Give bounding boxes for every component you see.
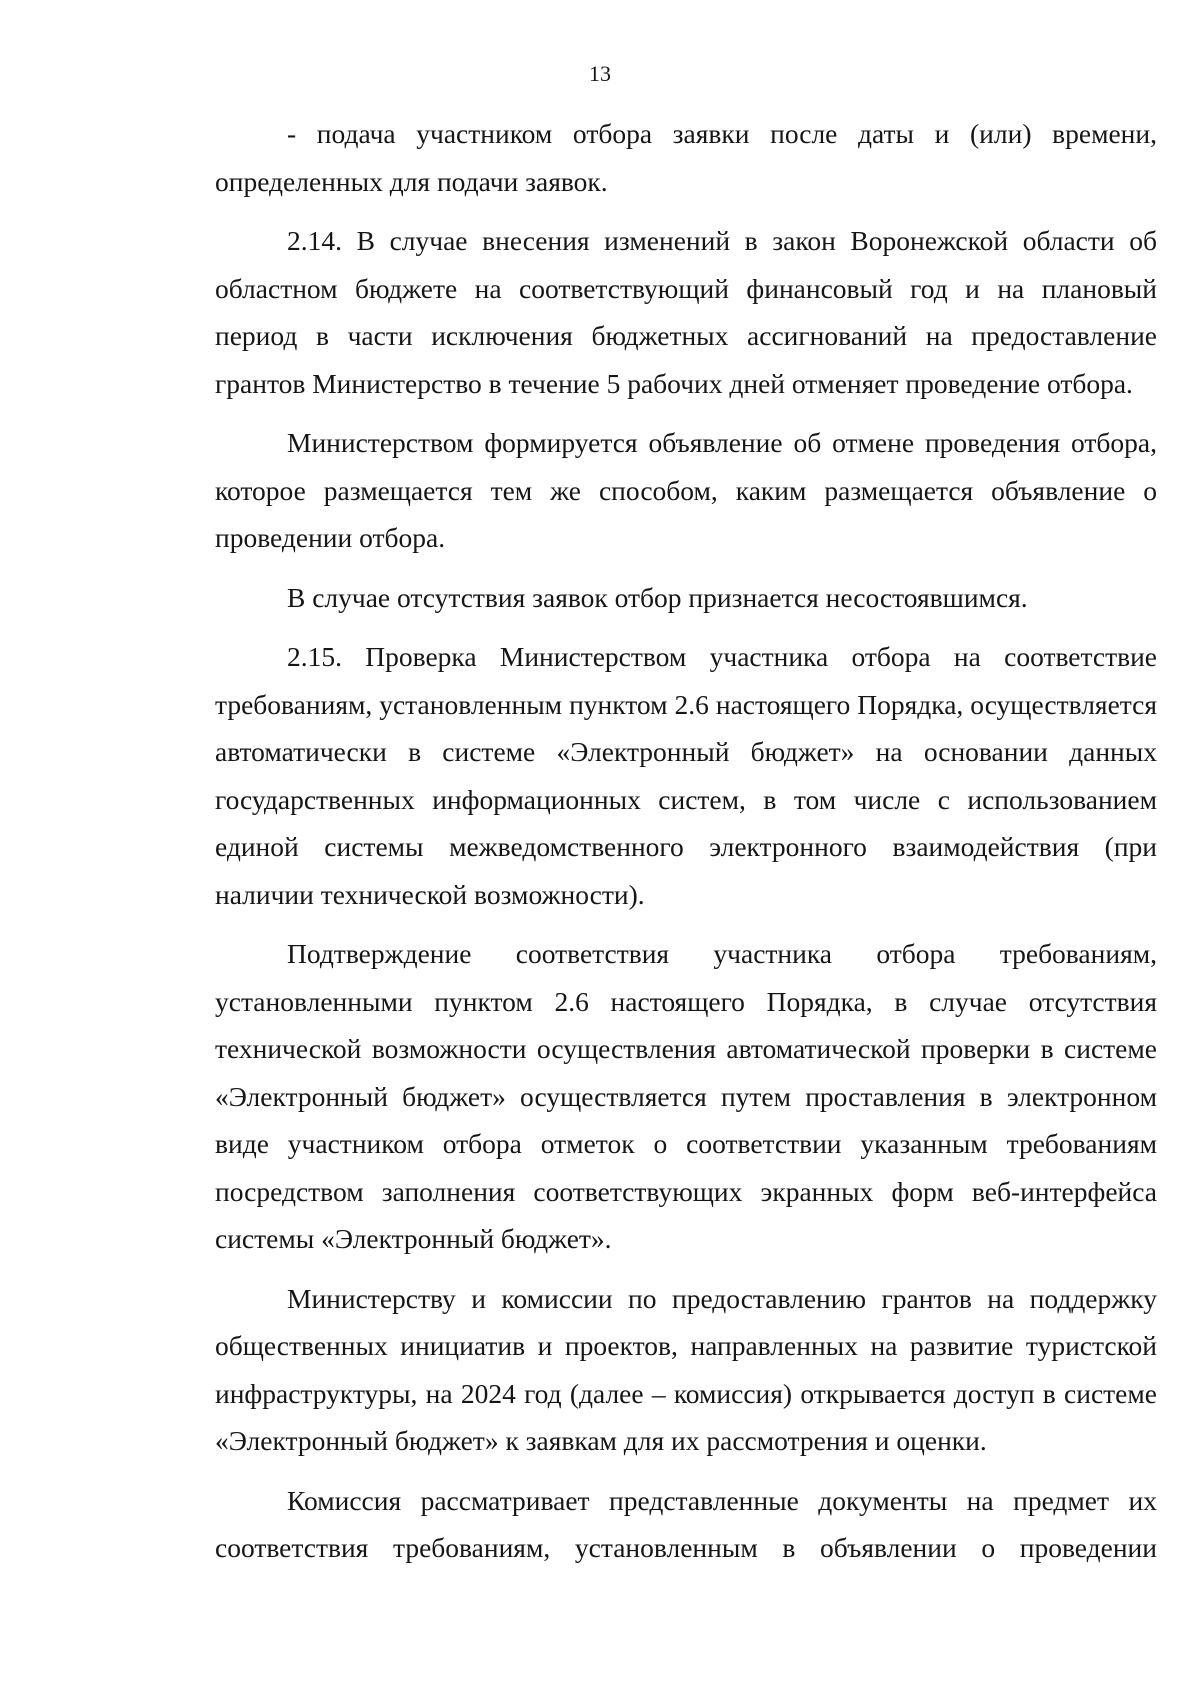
paragraph-late-submission: - подача участником отбора заявки после даты и (или) времени, определенных для подачи заявок. <box>215 118 1157 197</box>
paragraph-cancellation-announcement: Министерством формируется объявление об отмене проведения отбора, которое размещается тем же способом, каким размещается объявление о проведении отбора. <box>215 427 1157 553</box>
page-number: 13 <box>589 61 611 86</box>
paragraph-2-14-budget-changes: 2.14. В случае внесения изменений в закон Воронежской области об областном бюджете на соответствующий финансовый год и на плановый период в части исключения бюджетных ассигнований на предоставление грантов Министерство в течение 5 рабочих дней отменяет проведение отбора. <box>215 225 1157 399</box>
paragraph-no-applications: В случае отсутствия заявок отбор признается несостоявшимся. <box>287 581 1028 613</box>
paragraph-manual-confirmation: Подтверждение соответствия участника отбора требованиям, установленными пунктом 2.6 настоящего Порядка, в случае отсутствия технической возможности осуществления автоматической проверки в системе «Электронный бюджет» осуществляется путем проставления в электронном виде участником отбора отметок о соответствии указанным требованиям посредством заполнения соответствующих экранных форм веб-интерфейса системы «Электронный бюджет». <box>215 938 1157 1254</box>
paragraph-2-15-automatic-check: 2.15. Проверка Министерством участника отбора на соответствие требованиям, установленным пунктом 2.6 настоящего Порядка, осуществляется автоматически в системе «Электронный бюджет» на основании данных государственных информационных систем, в том числе с использованием единой системы межведомственного электронного взаимодействия (при наличии технической возможности). <box>215 641 1157 910</box>
paragraph-commission-review: Комиссия рассматривает представленные документы на предмет их соответствия требованиям, установленным в объявлении о проведении <box>215 1484 1157 1563</box>
paragraph-commission-access: Министерству и комиссии по предоставлению грантов на поддержку общественных инициатив и проектов, направленных на развитие туристской инфраструктуры, на 2024 год (далее – комиссия) открывается доступ в системе «Электронный бюджет» к заявкам для их рассмотрения и оценки. <box>215 1282 1157 1456</box>
document-body <box>215 110 1157 1572</box>
